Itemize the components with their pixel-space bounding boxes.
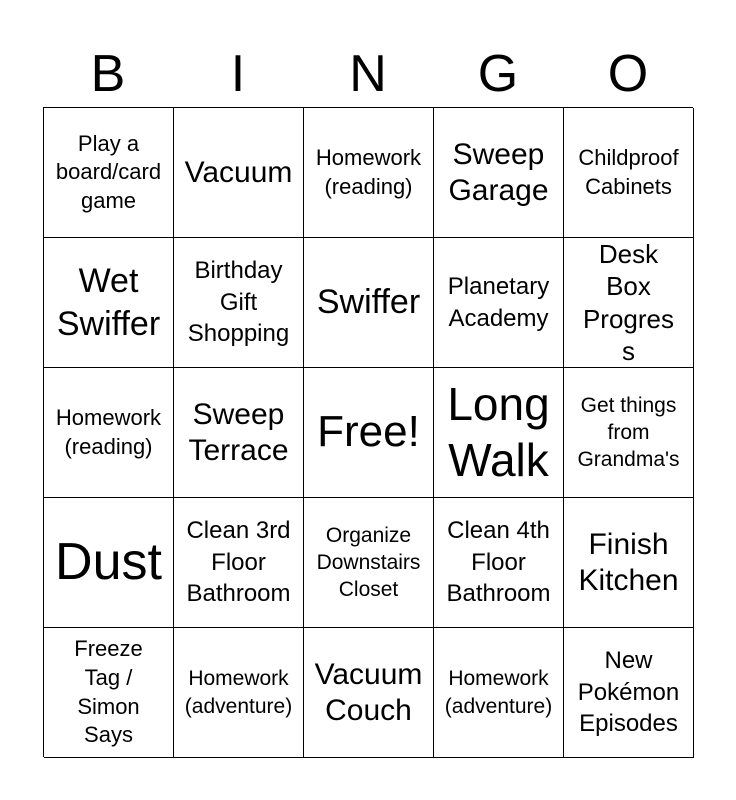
cell-text: Free! [317, 407, 420, 457]
bingo-cell[interactable] [174, 238, 304, 368]
cell-text: Planetary Academy [447, 272, 550, 332]
cell-text: Sweep Garage [448, 138, 549, 207]
bingo-cell[interactable] [174, 108, 304, 238]
bingo-cell[interactable] [174, 368, 304, 498]
header-letter-n: N [349, 45, 387, 103]
bingo-card-grid [43, 107, 693, 757]
cell-text: Clean 3rd Floor Bathroom [186, 516, 291, 608]
cell-text: Birthday Gift Shopping [187, 256, 290, 348]
bingo-cell[interactable] [44, 628, 174, 758]
bingo-cell[interactable] [304, 628, 434, 758]
header-letter-i: I [230, 45, 246, 103]
cell-text: Dust [55, 532, 162, 591]
bingo-cell[interactable] [564, 498, 694, 628]
cell-text: Homework (adventure) [184, 667, 293, 718]
cell-text: Vacuum Couch [314, 658, 423, 727]
cell-text: New Pokémon Episodes [577, 646, 680, 738]
cell-text: Desk Box Progress [582, 238, 675, 366]
cell-text: Homework (adventure) [444, 667, 553, 718]
bingo-cell[interactable] [434, 238, 564, 368]
cell-text: Wet Swiffer [56, 262, 161, 343]
bingo-cell[interactable] [434, 498, 564, 628]
cell-text: Organize Downstairs Closet [316, 523, 421, 602]
cell-text: Clean 4th Floor Bathroom [446, 516, 551, 608]
bingo-cell[interactable] [304, 238, 434, 368]
bingo-cell[interactable] [564, 368, 694, 498]
bingo-cell[interactable] [564, 108, 694, 238]
cell-text: Long Walk [447, 378, 550, 486]
bingo-cell[interactable] [44, 498, 174, 628]
cell-text: Play a board/card game [55, 130, 162, 213]
bingo-cell[interactable] [304, 108, 434, 238]
bingo-cell-free-space[interactable] [304, 368, 434, 498]
cell-text: Homework (reading) [55, 404, 162, 459]
bingo-cell[interactable] [44, 368, 174, 498]
bingo-cell[interactable] [564, 238, 694, 368]
bingo-cell[interactable] [44, 108, 174, 238]
cell-text: Vacuum [184, 155, 293, 189]
cell-text: Finish Kitchen [578, 528, 679, 597]
bingo-header [43, 40, 693, 108]
bingo-cell[interactable] [434, 628, 564, 758]
bingo-cell[interactable] [564, 628, 694, 758]
cell-text: Freeze Tag / Simon Says [74, 636, 143, 748]
header-letter-b: B [90, 45, 126, 103]
cell-text: Get things from Grandma's [577, 393, 680, 472]
header-letter-g: G [477, 45, 519, 103]
bingo-cell[interactable] [434, 108, 564, 238]
bingo-cell[interactable] [44, 238, 174, 368]
header-letter-o: O [607, 45, 649, 103]
bingo-cell[interactable] [174, 498, 304, 628]
cell-text: Sweep Terrace [188, 398, 289, 467]
bingo-cell[interactable] [434, 368, 564, 498]
cell-text: Childproof Cabinets [578, 144, 679, 199]
bingo-cell[interactable] [174, 628, 304, 758]
cell-text: Swiffer [316, 283, 421, 322]
bingo-cell[interactable] [304, 498, 434, 628]
cell-text: Homework (reading) [315, 144, 422, 199]
